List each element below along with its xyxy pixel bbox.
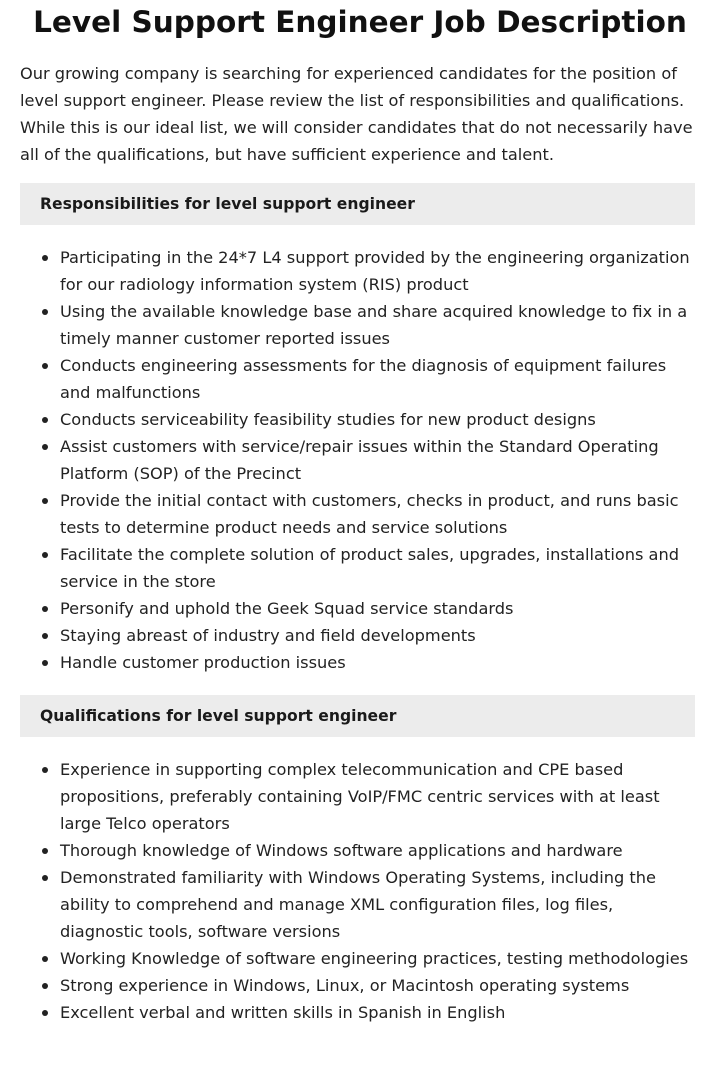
- list-item: Working Knowledge of software engineering practices, testing methodologies: [20, 945, 700, 972]
- list-item: Personify and uphold the Geek Squad service standards: [20, 595, 700, 622]
- list-item: Conducts serviceability feasibility studies for new product designs: [20, 406, 700, 433]
- responsibilities-heading: Responsibilities for level support engineer: [20, 183, 695, 225]
- list-item: Experience in supporting complex telecommunication and CPE based propositions, preferably containing VoIP/FMC centric services with at least large Telco operators: [20, 756, 700, 837]
- qualifications-heading: Qualifications for level support engineer: [20, 695, 695, 737]
- page-title: Level Support Engineer Job Description: [33, 5, 687, 39]
- list-item: Using the available knowledge base and share acquired knowledge to fix in a timely manner customer reported issues: [20, 298, 700, 352]
- list-item: Facilitate the complete solution of product sales, upgrades, installations and service in the store: [20, 541, 700, 595]
- list-item: Conducts engineering assessments for the diagnosis of equipment failures and malfunctions: [20, 352, 700, 406]
- list-item: Excellent verbal and written skills in Spanish in English: [20, 999, 700, 1026]
- qualifications-list: [20, 756, 700, 1026]
- list-item: Provide the initial contact with customers, checks in product, and runs basic tests to determine product needs and service solutions: [20, 487, 700, 541]
- intro-paragraph: Our growing company is searching for experienced candidates for the position of level support engineer. Please review the list of responsibilities and qualifications. While this is our ideal list, we will consider candidates that do not necessarily have all of the qualifications, but have sufficient experience and talent.: [20, 64, 693, 164]
- list-item: Thorough knowledge of Windows software applications and hardware: [20, 837, 700, 864]
- responsibilities-list: [20, 244, 700, 676]
- list-item: Assist customers with service/repair issues within the Standard Operating Platform (SOP) of the Precinct: [20, 433, 700, 487]
- list-item: Participating in the 24*7 L4 support provided by the engineering organization for our radiology information system (RIS) product: [20, 244, 700, 298]
- list-item: Strong experience in Windows, Linux, or Macintosh operating systems: [20, 972, 700, 999]
- list-item: Staying abreast of industry and field developments: [20, 622, 700, 649]
- list-item: Demonstrated familiarity with Windows Operating Systems, including the ability to comprehend and manage XML configuration files, log files, diagnostic tools, software versions: [20, 864, 700, 945]
- list-item: Handle customer production issues: [20, 649, 700, 676]
